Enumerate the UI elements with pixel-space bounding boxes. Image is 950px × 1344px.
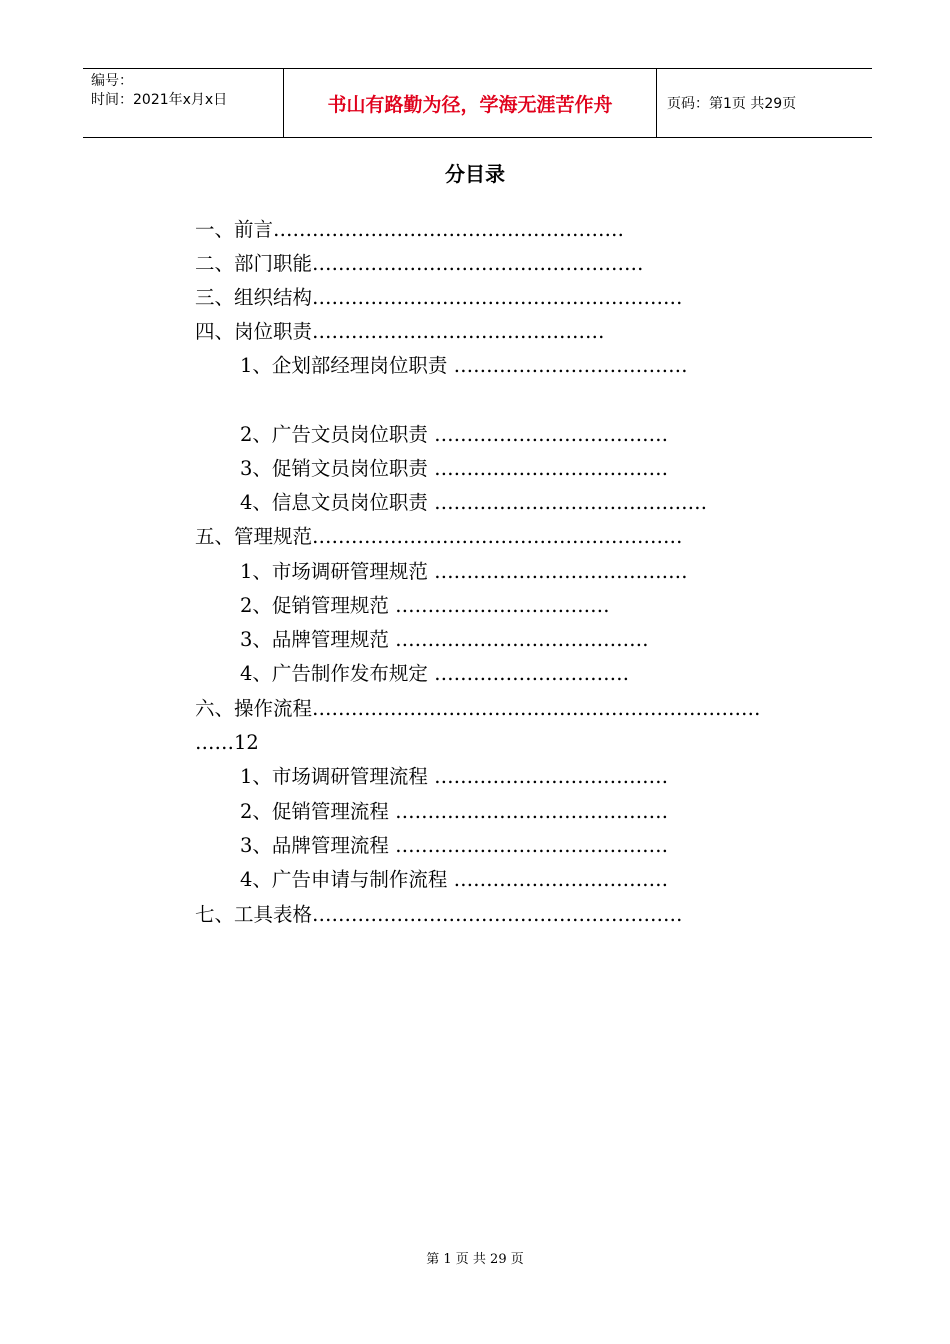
toc-subentry[interactable] <box>240 593 610 619</box>
toc-entry[interactable] <box>195 285 683 311</box>
toc-entry-text: 1、企划部经理岗位职责 <box>240 354 454 377</box>
toc-subentry[interactable] <box>240 456 668 482</box>
toc-entry-text: 二、部门职能 <box>195 252 313 275</box>
toc-entry-text: 2、广告文员岗位职责 <box>240 423 435 446</box>
toc-entry-text: 五、管理规范 <box>195 525 313 548</box>
toc-subentry[interactable] <box>240 422 668 448</box>
page-footer: 第 1 页 共 29 页 <box>426 1252 524 1267</box>
toc-entry-leader: …………………………… <box>395 594 610 617</box>
toc-entry-text: 2、促销管理规范 <box>240 594 396 617</box>
toc-entry-text: 1、市场调研管理规范 <box>240 560 435 583</box>
toc-entry[interactable] <box>195 251 644 277</box>
toc-subentry[interactable] <box>240 627 649 653</box>
toc-subentry[interactable] <box>240 353 688 379</box>
toc-entry-text: 六、操作流程 <box>195 697 313 720</box>
toc-subentry[interactable] <box>240 867 668 893</box>
toc-entry-text: 三、组织结构 <box>195 286 313 309</box>
toc-entry-text: 4、广告制作发布规定 <box>240 662 435 685</box>
toc-entry-text: ……12 <box>195 731 259 754</box>
toc-entry-continuation <box>195 730 259 756</box>
toc-entry-text: 4、广告申请与制作流程 <box>240 868 454 891</box>
toc-entry-leader: ………………………… <box>434 662 630 685</box>
header-motto: 书山有路勤为径，学海无涯苦作舟 <box>284 69 657 137</box>
toc-entry[interactable] <box>195 319 605 345</box>
toc-entry[interactable] <box>195 696 761 722</box>
toc-entry-leader: ……………………………… <box>434 423 669 446</box>
toc-entry-text: 3、促销文员岗位职责 <box>240 457 435 480</box>
toc-entry-leader: ………………………………… <box>395 628 649 651</box>
toc-entry-text: 1、市场调研管理流程 <box>240 765 435 788</box>
toc-entry-text: 一、前言 <box>195 218 274 241</box>
toc-entry-leader: …………………………………… <box>395 800 669 823</box>
toc-entry-text: 3、品牌管理流程 <box>240 834 396 857</box>
document-number-label: 编号： <box>91 73 133 89</box>
toc-subentry[interactable] <box>240 764 668 790</box>
toc-entry-leader: ………………………………………………… <box>312 286 683 309</box>
toc-entry-leader: ………………………………………………… <box>312 903 683 926</box>
toc-subentry[interactable] <box>240 490 707 516</box>
toc-entry[interactable] <box>195 524 683 550</box>
toc-entry-text: 四、岗位职责 <box>195 320 313 343</box>
toc-entry[interactable] <box>195 902 683 928</box>
header-page-label: 页码：第1页 共29页 <box>667 96 797 112</box>
toc-entry-leader: ……………………………………………… <box>273 218 625 241</box>
document-time-label: 时间：2021年x月x日 <box>91 92 228 108</box>
header-table <box>83 68 872 138</box>
toc-entry-leader: ……………………………… <box>453 354 688 377</box>
toc-entry[interactable] <box>195 217 624 243</box>
toc-entry-leader: …………………………………………… <box>312 252 644 275</box>
toc-subentry[interactable] <box>240 799 668 825</box>
toc-entry-leader: …………………………… <box>453 868 669 891</box>
toc-entry-text: 3、品牌管理规范 <box>240 628 396 651</box>
toc-entry-leader: ………………………………………………… <box>312 525 683 548</box>
header-info-cell <box>83 69 284 137</box>
toc-entry-text: 4、信息文员岗位职责 <box>240 491 435 514</box>
toc-entry-leader: ……………………………… <box>434 765 669 788</box>
toc-entry-leader: ……………………………… <box>434 457 669 480</box>
toc-entry-leader: …………………………………… <box>395 834 669 857</box>
toc-entry-text: 七、工具表格 <box>195 903 313 926</box>
toc-entry-leader: ………………………………… <box>434 560 688 583</box>
toc-entry-text: 2、促销管理流程 <box>240 800 396 823</box>
toc-entry-leader: …………………………………………………………… <box>312 697 761 720</box>
toc-subentry[interactable] <box>240 661 629 687</box>
toc-subentry[interactable] <box>240 559 688 585</box>
toc-entry-leader: ……………………………………… <box>312 320 605 343</box>
toc-title: 分目录 <box>445 162 505 186</box>
toc-subentry[interactable] <box>240 833 668 859</box>
toc-entry-leader: …………………………………… <box>434 491 708 514</box>
